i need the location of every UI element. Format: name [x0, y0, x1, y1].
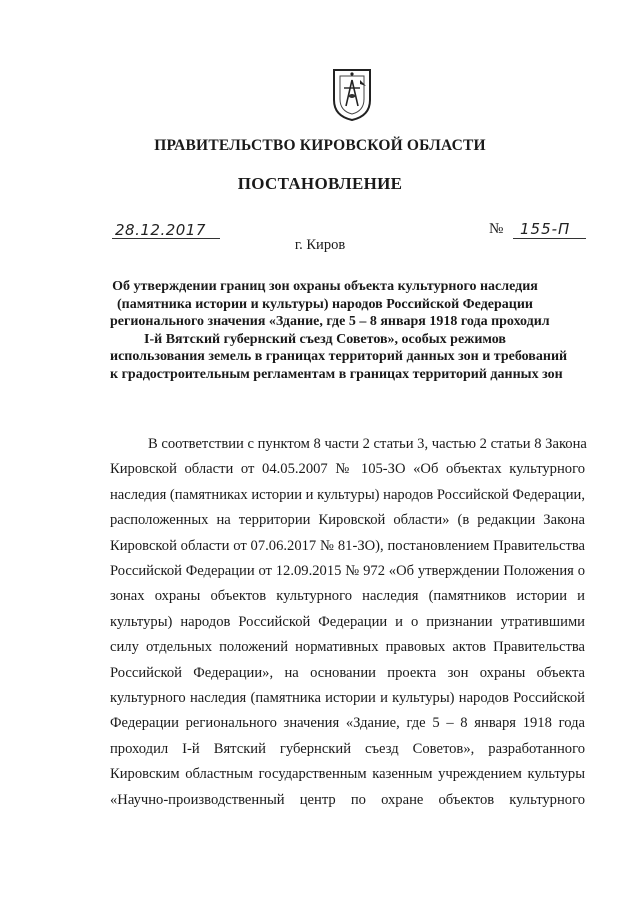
body-line: расположенных на территории Кировской области» (в редакции Закона — [110, 512, 585, 529]
body-line: В соответствии с пунктом 8 части 2 статьи 3, частью 2 статьи 8 Закона — [148, 436, 587, 452]
body-line: проходил I-й Вятский губернский съезд Советов», разработанного — [110, 740, 585, 757]
document-type: ПОСТАНОВЛЕНИЕ — [237, 174, 403, 193]
document-number: 155-П — [520, 220, 571, 238]
title-line: регионального значения «Здание, где 5 – 8 января 1918 года проходил — [110, 314, 550, 330]
body-line: Российской Федерации», на основании проекта зон охраны объекта — [110, 664, 585, 681]
title-line: Об утверждении границ зон охраны объекта культурного наследия — [112, 279, 538, 294]
body-line: силу отдельных положений нормативных правовых актов Правительства — [110, 639, 585, 656]
title-line: использования земель в границах территорий данных зон и требований — [110, 349, 568, 365]
body-line: зонах охраны объектов культурного наследия (памятников истории и — [110, 588, 585, 605]
body-line: Кировским областным государственным казенным учреждением культуры — [110, 766, 585, 783]
city: г. Киров — [294, 237, 346, 253]
body-paragraph — [110, 432, 585, 813]
body-line: Федерации регионального значения «Здание, где 5 – 8 января 1918 года — [110, 715, 585, 732]
body-line: Кировской области от 07.06.2017 № 81-ЗО), постановлением Правительства — [110, 537, 585, 554]
body-line: культуры) народов Российской Федерации и о признании утратившими — [110, 613, 585, 630]
title-line: I-й Вятский губернский съезд Советов», особых режимов — [144, 331, 506, 347]
document-title — [110, 278, 568, 384]
body-line: культурного наследия (памятника истории и культуры) народов Российской — [110, 690, 585, 707]
coat-of-arms-icon — [330, 66, 374, 122]
body-line: «Научно-производственный центр по охране объектов культурного — [110, 791, 585, 808]
title-line: к градостроительным регламентам в границах территорий данных зон — [110, 366, 563, 382]
document-date: 28.12.2017 — [115, 221, 206, 239]
number-sign: № — [489, 221, 504, 237]
title-line: (памятника истории и культуры) народов Российской Федерации — [117, 296, 533, 312]
body-line: Кировской области от 04.05.2007 № 105-ЗО «Об объектах культурного — [110, 461, 585, 478]
body-line: Российской Федерации от 12.09.2015 № 972 «Об утверждении Положения о — [110, 563, 585, 580]
government-name: ПРАВИТЕЛЬСТВО КИРОВСКОЙ ОБЛАСТИ — [154, 137, 486, 154]
body-line: наследия (памятниках истории и культуры) народов Российской Федерации, — [110, 486, 585, 503]
